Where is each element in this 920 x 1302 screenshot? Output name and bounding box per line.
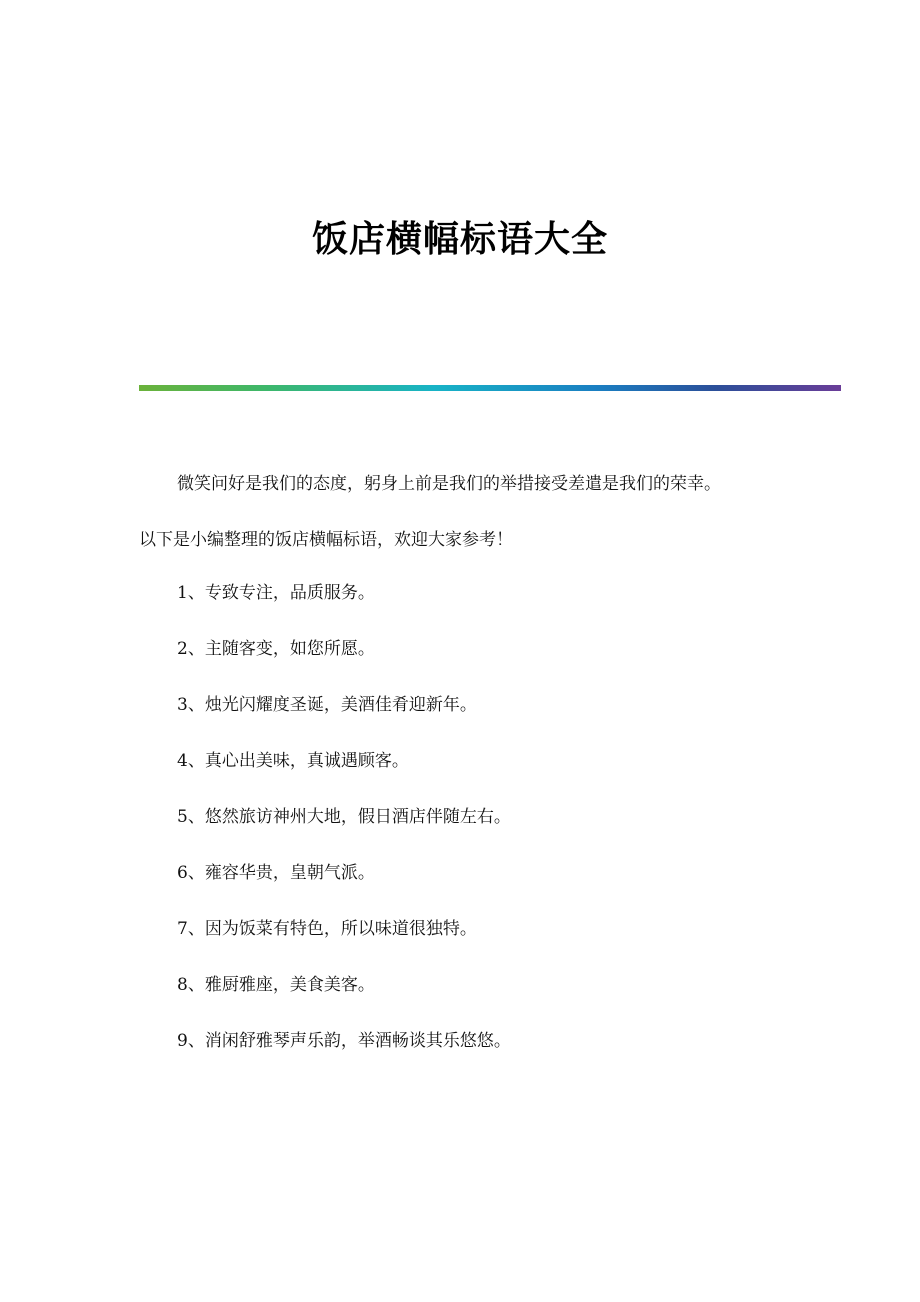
list-item: 4、真心出美味，真诚遇顾客。 <box>177 751 409 771</box>
list-item: 6、雍容华贵，皇朝气派。 <box>177 863 375 883</box>
slogan-list <box>139 576 839 1080</box>
intro-paragraph <box>139 467 839 557</box>
list-item: 5、悠然旅访神州大地，假日酒店伴随左右。 <box>177 807 511 827</box>
intro-line-1: 微笑问好是我们的态度，躬身上前是我们的举措接受差遣是我们的荣幸。 <box>177 474 721 494</box>
page-title: 饭店横幅标语大全 <box>311 218 608 260</box>
list-item: 8、雅厨雅座，美食美客。 <box>177 975 375 995</box>
list-item: 1、专致专注，品质服务。 <box>177 583 375 603</box>
document-body <box>139 467 839 1080</box>
intro-line-2: 以下是小编整理的饭店横幅标语，欢迎大家参考！ <box>139 530 513 550</box>
list-item: 9、消闲舒雅琴声乐韵，举酒畅谈其乐悠悠。 <box>177 1031 511 1051</box>
list-item: 7、因为饭菜有特色，所以味道很独特。 <box>177 919 477 939</box>
list-item: 3、烛光闪耀度圣诞，美酒佳肴迎新年。 <box>177 695 477 715</box>
list-item: 2、主随客变，如您所愿。 <box>177 639 375 659</box>
title-divider <box>139 385 841 391</box>
